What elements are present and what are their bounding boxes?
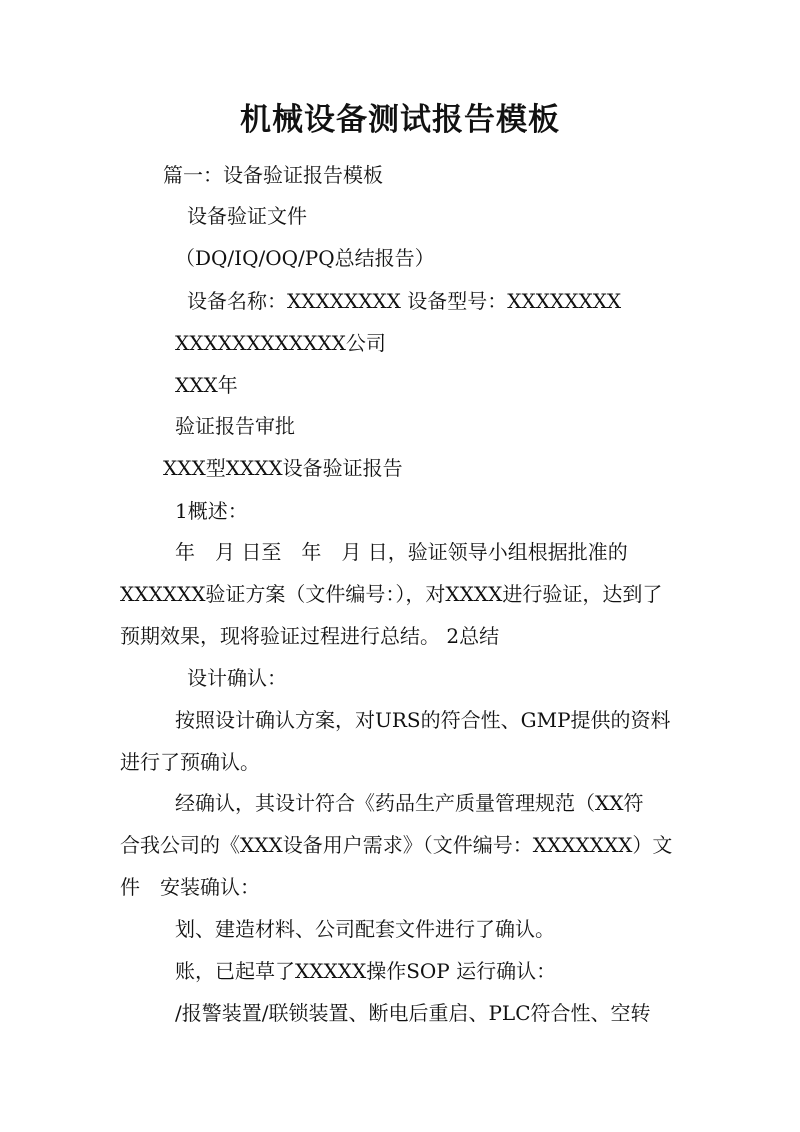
- text-line-8: XXX型XXXX设备验证报告: [163, 456, 403, 480]
- text-line-17: 合我公司的《XXX设备用户需求》（文件编号：XXXXXXX）文: [120, 833, 673, 857]
- document-title: 机械设备测试报告模板: [240, 102, 560, 138]
- text-line-13: 设计确认：: [187, 666, 287, 690]
- text-line-1: 篇一：设备验证报告模板: [163, 163, 383, 187]
- text-line-15: 进行了预确认。: [120, 750, 260, 774]
- text-line-10: 年 月 日至 年 月 日，验证领导小组根据批准的: [175, 540, 628, 564]
- text-line-9: 1概述：: [175, 499, 248, 523]
- text-line-2: 设备验证文件: [187, 204, 307, 228]
- text-line-7: 验证报告审批: [175, 414, 295, 438]
- text-line-12: 预期效果，现将验证过程进行总结。 2总结: [120, 624, 500, 648]
- text-line-11: XXXXXX验证方案（文件编号：），对XXXX进行验证，达到了: [120, 582, 663, 606]
- text-line-19: 划、建造材料、公司配套文件进行了确认。: [175, 917, 555, 941]
- text-line-20: 账，已起草了XXXXX操作SOP 运行确认：: [175, 959, 557, 983]
- text-line-4: 设备名称：XXXXXXXX 设备型号：XXXXXXXX: [187, 289, 622, 313]
- text-line-16: 经确认，其设计符合《药品生产质量管理规范（XX符: [175, 791, 644, 815]
- text-line-14: 按照设计确认方案，对URS的符合性、GMP提供的资料: [175, 708, 671, 732]
- text-line-5: XXXXXXXXXXXX公司: [175, 331, 386, 355]
- text-line-21: /报警装置/联锁装置、断电后重启、PLC符合性、空转: [175, 1001, 651, 1025]
- text-line-3: （DQ/IQ/OQ/PQ总结报告）: [175, 246, 435, 270]
- text-line-18: 件 安装确认：: [120, 875, 260, 899]
- text-line-6: XXX年: [175, 373, 238, 397]
